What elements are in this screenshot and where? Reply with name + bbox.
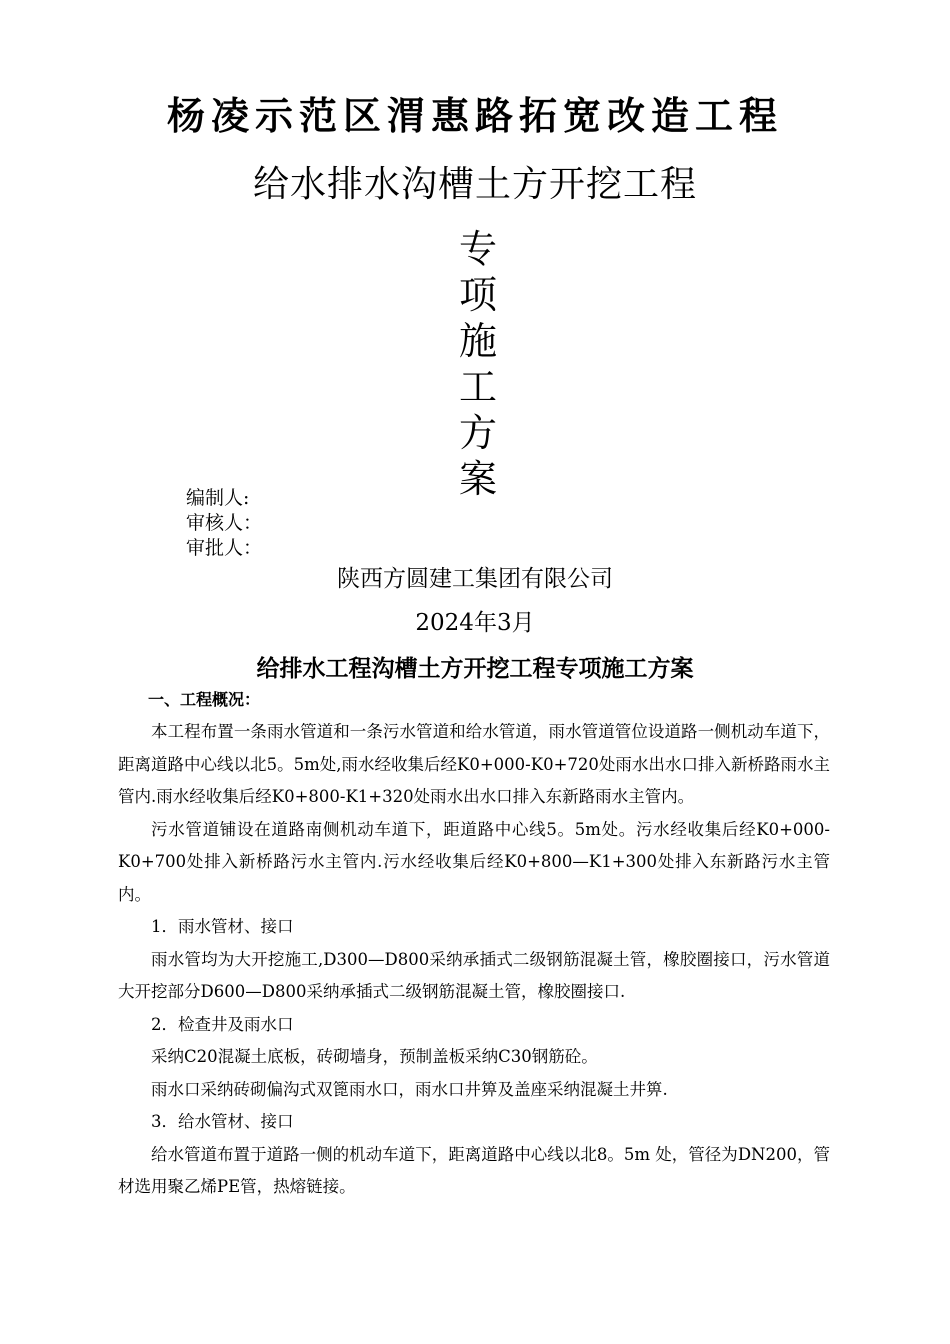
section-heading: 一、工程概况： xyxy=(148,690,261,709)
paragraph: 给水管道布置于道路一侧的机动车道下，距离道路中心线以北8。5m 处，管径为DN200，管材选用聚乙烯PE管，热熔链接。 xyxy=(118,1144,830,1196)
vertical-char: 工 xyxy=(458,365,497,409)
signature-roles xyxy=(186,486,262,561)
vertical-char: 案 xyxy=(458,457,497,501)
paragraph: 3．给水管材、接口 xyxy=(151,1112,294,1131)
paragraph: 2．检查井及雨水口 xyxy=(151,1014,294,1034)
project-subtitle: 给水排水沟槽土方开挖工程 xyxy=(252,164,697,205)
role-compiler: 编制人: xyxy=(186,487,250,509)
project-overview-body xyxy=(118,716,830,1204)
paragraph: 雨水口采纳砖砌偏沟式双篦雨水口，雨水口井箅及盖座采纳混凝土井箅. xyxy=(151,1079,668,1099)
paragraph: 本工程布置一条雨水管道和一条污水管道和给水管道，雨水管道管位设道路一侧机动车道下，距离道路中心线以北5。5m处,雨水经收集后经K0+000-K0+720处雨水出水口排入新桥路雨水主管内.雨水经收集后经K0+800-K1+320处雨水出水口排入东新路雨水主管内。 xyxy=(118,722,830,806)
role-reviewer: 审核人： xyxy=(186,512,263,534)
plan-title: 给排水工程沟槽土方开挖工程专项施工方案 xyxy=(256,656,694,682)
vertical-plan-title xyxy=(453,226,503,502)
paragraph: 采纳C20混凝土底板，砖砌墙身，预制盖板采纳C30钢筋砼。 xyxy=(151,1047,598,1066)
paragraph: 污水管道铺设在道路南侧机动车道下，距道路中心线5。5m处。污水经收集后经K0+000-K0+700处排入新桥路污水主管内.污水经收集后经K0+800—K1+300处排入东新路污水主管内。 xyxy=(118,819,830,904)
vertical-char: 施 xyxy=(458,319,497,363)
vertical-char: 专 xyxy=(458,227,497,271)
project-title: 杨凌示范区渭惠路拓宽改造工程 xyxy=(166,94,783,138)
role-approver: 审批人： xyxy=(186,537,263,559)
document-date: 2024年3月 xyxy=(415,610,535,636)
vertical-char: 方 xyxy=(458,411,497,455)
paragraph: 雨水管均为大开挖施工,D300—D800采纳承插式二级钢筋混凝土管，橡胶圈接口，污水管道大开挖部分D600—D800采纳承插式二级钢筋混凝土管，橡胶圈接口. xyxy=(118,949,830,1001)
paragraph: 1．雨水管材、接口 xyxy=(151,917,294,936)
vertical-char: 项 xyxy=(458,273,497,317)
company-name: 陕西方圆建工集团有限公司 xyxy=(337,566,613,592)
